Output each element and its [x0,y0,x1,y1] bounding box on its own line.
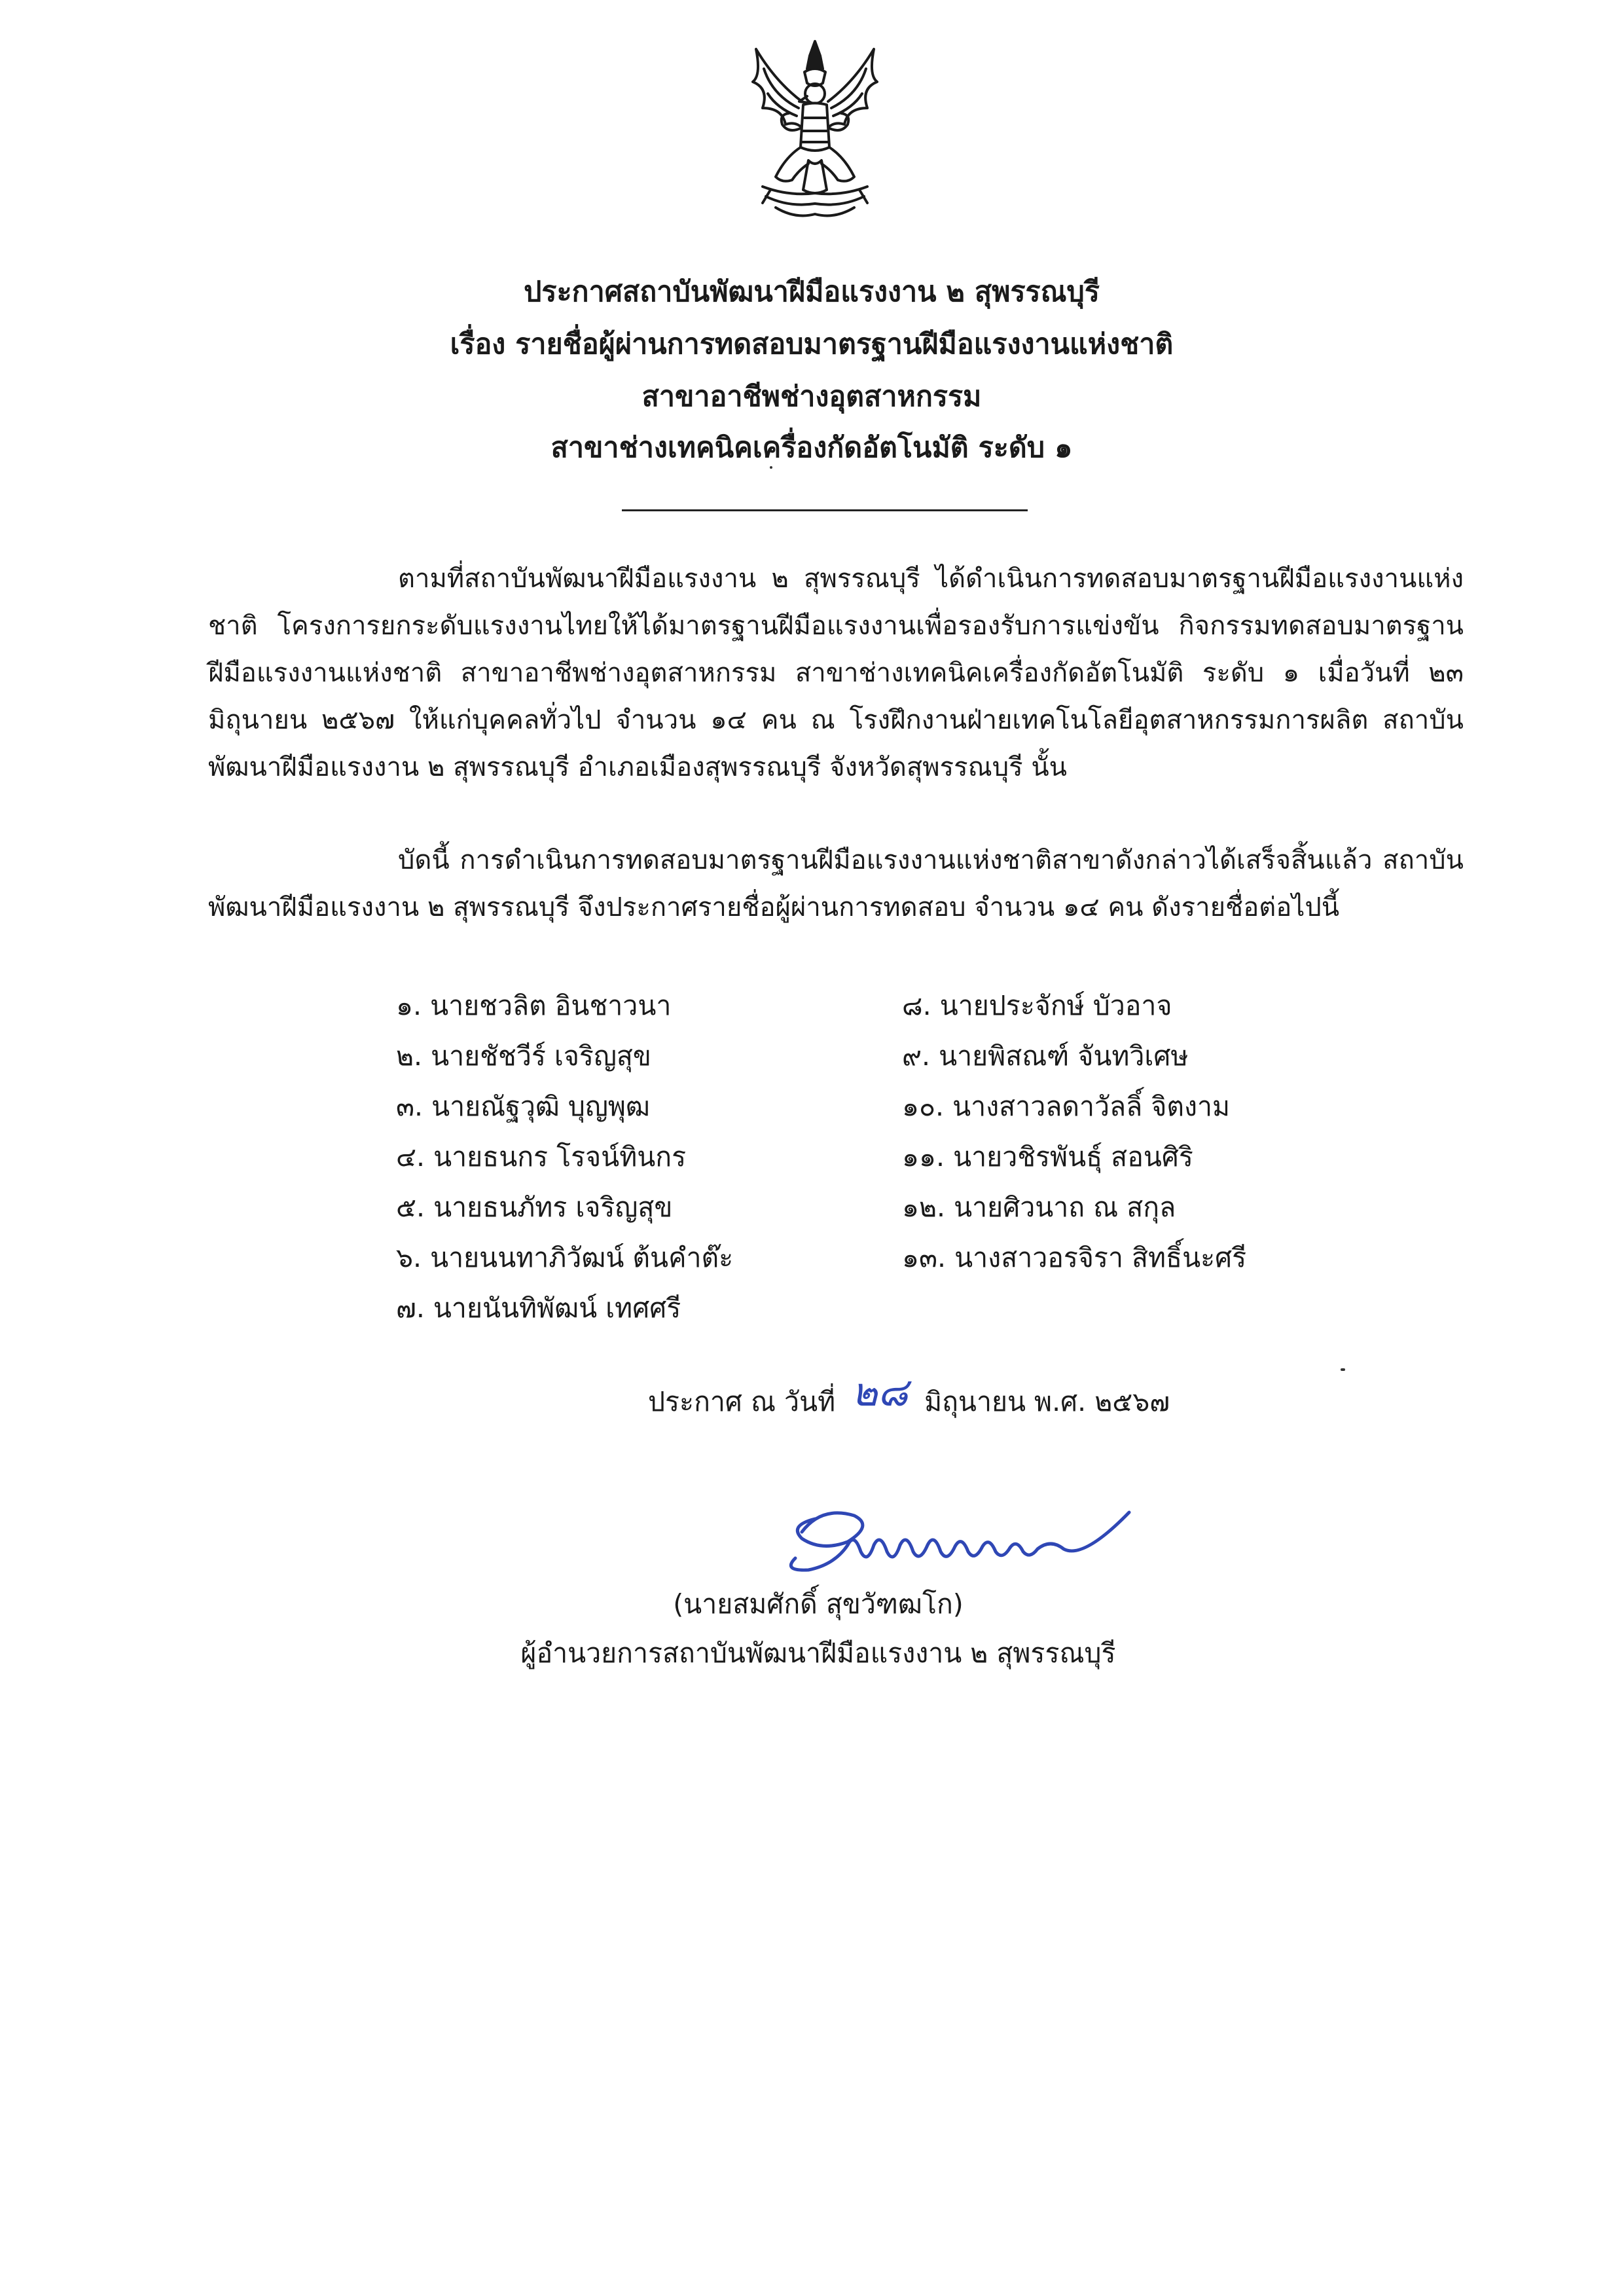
handwritten-day: ๒๘ [852,1370,909,1415]
list-item: ๓. นายณัฐวุฒิ บุญพุฒ [396,1091,650,1122]
list-item: ๑๓. นางสาวอรจิรา สิทธิ์นะศรี [902,1242,1247,1273]
paragraph-2-text: บัดนี้ การดำเนินการทดสอบมาตรฐานฝีมือแรงงานแห่งชาติสาขาดังกล่าวได้เสร็จสิ้นแล้ว สถาบันพัฒนาฝีมือแรงงาน ๒ สุพรรณบุรี จึงประกาศรายชื่อผู้ผ่านการทดสอบ จำนวน ๑๔ คน ดังรายชื่อต่อไปนี้ [208,845,1464,922]
garuda-emblem-icon [736,36,893,226]
list-item: ๑๒. นายศิวนาถ ณ สกุล [902,1192,1176,1223]
paragraph-1-text: ตามที่สถาบันพัฒนาฝีมือแรงงาน ๒ สุพรรณบุรี ได้ดำเนินการทดสอบมาตรฐานฝีมือแรงงานแห่งชาติ โครงการยกระดับแรงงานไทยให้ได้มาตรฐานฝีมือแรงงานเพื่อรองรับการแข่งขัน กิจกรรมทดสอบมาตรฐานฝีมือแรงงานแห่งชาติ สาขาอาชีพช่างอุตสาหกรรม สาขาช่างเทคนิคเครื่องกัดอัตโนมัติ ระดับ ๑ เมื่อวันที่ ๒๓ มิถุนายน ๒๕๖๗ ให้แก่บุคคลทั่วไป จำนวน ๑๔ คน ณ โรงฝึกงานฝ่ายเทคโนโลยีอุตสาหกรรมการผลิต สถาบันพัฒนาฝีมือแรงงาน ๒ สุพรรณบุรี อำเภอเมืองสุพรรณบุรี จังหวัดสุพรรณบุรี นั้น [208,564,1464,782]
announcement-suffix: มิถุนายน พ.ศ. ๒๕๖๗ [924,1386,1170,1417]
names-list-right [902,981,1246,1283]
title-line-1: ประกาศสถาบันพัฒนาฝีมือแรงงาน ๒ สุพรรณบุรี [524,276,1100,308]
paragraph-2 [208,837,1464,931]
list-item: ๗. นายนันทิพัฒน์ เทศศรี [396,1292,681,1324]
announcement-date [648,1372,1170,1428]
scan-speck [1341,1368,1345,1371]
list-item: ๑๑. นายวชิรพันธุ์ สอนศิริ [902,1141,1193,1173]
names-list-left [396,981,733,1334]
title-line-4: สาขาช่างเทคนิคเครื่องกัดอัตโนมัติ ระดับ ๑ [550,431,1073,464]
signer-name: (นายสมศักดิ์ สุขวัฑฒโก) [673,1588,964,1620]
scan-speck [770,466,772,469]
list-item: ๕. นายธนภัทร เจริญสุข [396,1192,673,1223]
title-line-2: เรื่อง รายชื่อผู้ผ่านการทดสอบมาตรฐานฝีมือแรงงานแห่งชาติ [450,328,1174,361]
signer-position: ผู้อำนวยการสถาบันพัฒนาฝีมือแรงงาน ๒ สุพรรณบุรี [520,1637,1116,1669]
list-item: ๑. นายชวลิต อินชาวนา [396,990,672,1021]
list-item: ๔. นายธนกร โรจน์ทินกร [396,1141,687,1173]
paragraph-1 [208,555,1464,791]
list-item: ๘. นายประจักษ์ บัวอาจ [902,990,1172,1021]
title-divider [622,509,1028,511]
list-item: ๙. นายพิสณฑ์ จันทวิเศษ [902,1040,1189,1072]
list-item: ๑๐. นางสาวลดาวัลลิ์ จิตงาม [902,1091,1231,1122]
announcement-prefix: ประกาศ ณ วันที่ [648,1386,836,1417]
title-line-3: สาขาอาชีพช่างอุตสาหกรรม [641,380,982,413]
list-item: ๒. นายชัชวีร์ เจริญสุข [396,1040,651,1072]
signature-icon [776,1486,1168,1584]
list-item: ๖. นายนนทาภิวัฒน์ ต้นคำต๊ะ [396,1242,734,1273]
